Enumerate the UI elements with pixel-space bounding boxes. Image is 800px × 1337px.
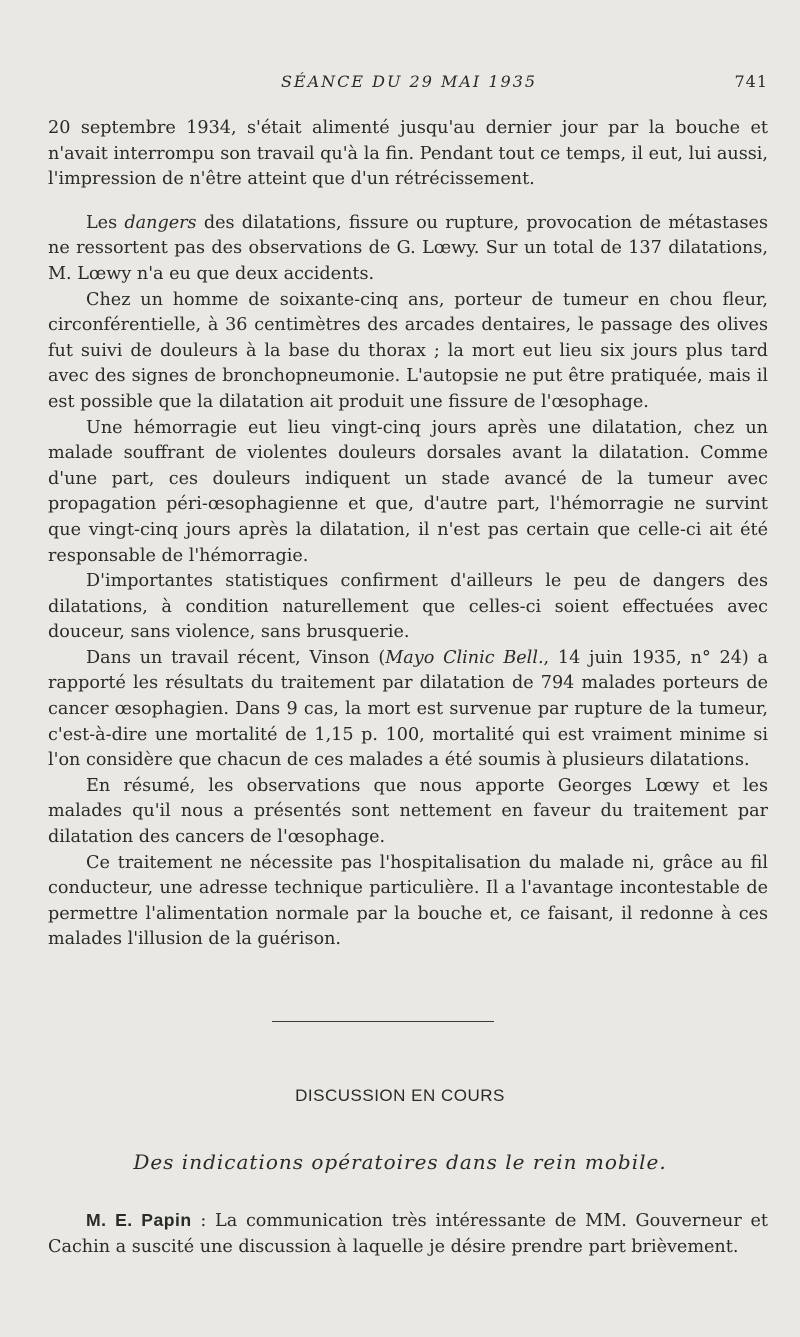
paragraph-2-italic: dangers xyxy=(124,212,197,233)
discussion-paragraph xyxy=(48,1208,768,1260)
paragraph-8: Ce traitement ne nécessite pas l'hospitalisation du malade ni, grâce au fil conducteur, une adresse technique particulière. Il a l'avantage incontestable de permettre l'alimentation normale par la bouche et, ce faisant, il redonne à ces malades l'illusion de la guérison. xyxy=(48,852,768,950)
section-divider xyxy=(272,1021,494,1022)
section-title: DISCUSSION EN COURS xyxy=(295,1086,505,1105)
paragraph-6 xyxy=(48,646,768,774)
header-title: SÉANCE DU 29 MAI 1935 xyxy=(280,72,538,91)
running-header xyxy=(50,72,768,96)
page-number: 741 xyxy=(734,72,768,91)
paragraph-6-lead: Dans un travail récent, Vinson ( xyxy=(86,647,386,668)
subsection-title: Des indications opératoires dans le rein mobile. xyxy=(133,1150,667,1174)
paragraph-7: En résumé, les observations que nous apporte Georges Lœwy et les malades qu'il nous a présentés sont nettement en faveur du traitement par dilatation des cancers de l'œsophage. xyxy=(48,775,768,848)
speaker-name: M. E. Papin xyxy=(86,1210,192,1230)
article-body xyxy=(48,116,768,953)
paragraph-6-citation: Mayo Clinic Bell. xyxy=(385,647,544,668)
paragraph-2-lead: Les xyxy=(86,212,125,233)
paragraph-1: 20 septembre 1934, s'était alimenté jusqu'au dernier jour par la bouche et n'avait interrompu son travail qu'à la fin. Pendant tout ce temps, il eut, lui aussi, l'impression de n'être atteint que d'un rétrécissement. xyxy=(48,118,768,190)
discussion-text: : La communication très intéressante de MM. Gouverneur et Cachin a suscité une discussion à laquelle je désire prendre part brièvement. xyxy=(48,1211,768,1257)
paragraph-2 xyxy=(48,211,768,288)
paragraph-2-rest: des dilatations, fissure ou rupture, provocation de métastases ne ressortent pas des observations de G. Lœwy. Sur un total de 137 dilatations, M. Lœwy n'a eu que deux accidents. xyxy=(48,212,768,284)
paragraph-6-rest: , 14 juin 1935, n° 24) a rapporté les résultats du traitement par dilatation de 794 malades porteurs de cancer œsophagien. Dans 9 cas, la mort est survenue par rupture de la tumeur, c'est-à-dire une mortalité de 1,15 p. 100, mortalité qui est vraiment minime si l'on considère que chacun de ces malades a été soumis à plusieurs dilatations. xyxy=(48,647,769,771)
paragraph-3: Chez un homme de soixante-cinq ans, porteur de tumeur en chou fleur, circonférentielle, à 36 centimètres des arcades dentaires, le passage des olives fut suivi de douleurs à la base du thorax ; la mort eut lieu six jours plus tard avec des signes de bronchopneumonie. L'autopsie ne put être pratiquée, mais il est possible que la dilatation ait produit une fissure de l'œsophage. xyxy=(48,289,768,412)
paragraph-5: D'importantes statistiques confirment d'ailleurs le peu de dangers des dilatations, à condition naturellement que celles-ci soient effectuées avec douceur, sans violence, sans brusquerie. xyxy=(48,571,768,643)
discussion-opening xyxy=(48,1208,768,1260)
paragraph-4: Une hémorragie eut lieu vingt-cinq jours après une dilatation, chez un malade souffrant de violentes douleurs dorsales avant la dilatation. Comme d'une part, ces douleurs indiquent un stade avancé de la tumeur avec propagation péri-œsophagienne et que, d'autre part, l'hémorragie ne survint que vingt-cinq jours après la dilatation, il n'est pas certain que celle-ci ait été responsable de l'hémorragie. xyxy=(48,417,768,566)
